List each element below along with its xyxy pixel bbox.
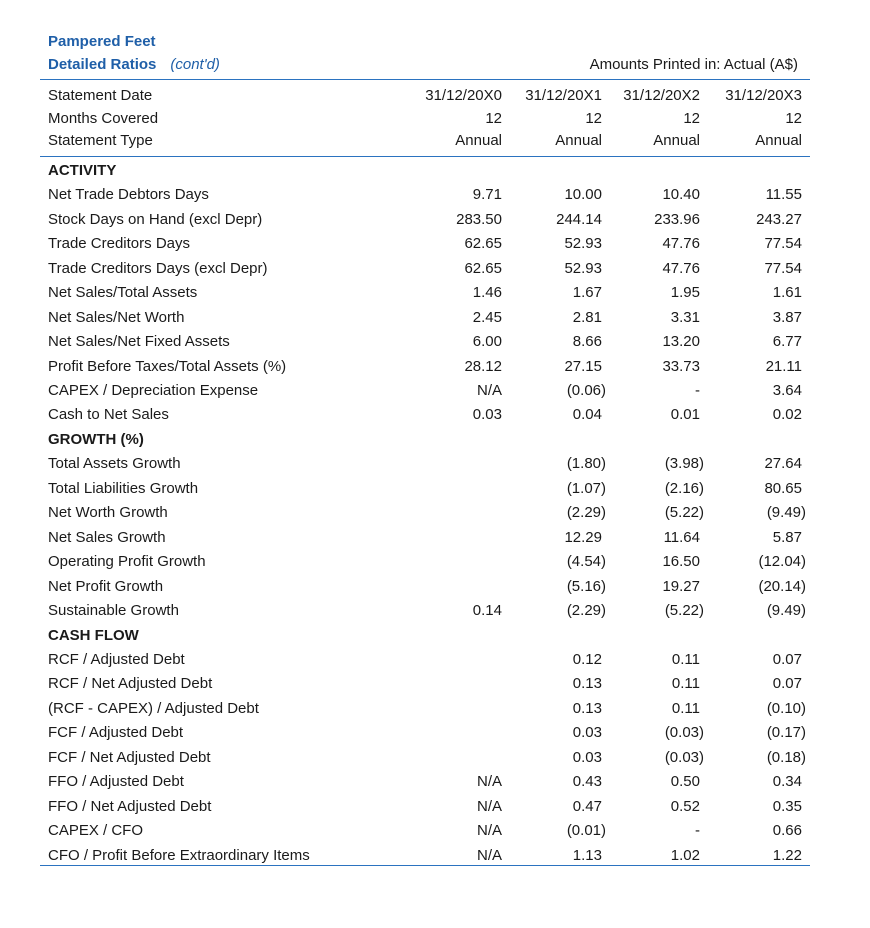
cell-value: Annual (455, 132, 502, 149)
cell-value: 0.13 (572, 700, 602, 717)
cell-value: 0.01 (670, 406, 700, 423)
report-title-text: Detailed Ratios (48, 56, 157, 73)
cell-value: (3.98) (664, 455, 704, 472)
cell-value: 0.11 (671, 651, 700, 668)
top-rule (40, 79, 810, 80)
row-label: Net Trade Debtors Days (48, 186, 209, 203)
row-label: Statement Date (48, 87, 153, 104)
cell-value: (20.14) (758, 578, 806, 595)
table-row (48, 675, 802, 699)
cell-value: 0.03 (572, 724, 602, 741)
section-header (48, 627, 802, 651)
row-label: CAPEX / Depreciation Expense (48, 382, 259, 399)
cell-value: 5.87 (772, 529, 802, 546)
cell-value: 0.11 (671, 675, 700, 692)
cell-value: 244.14 (556, 211, 602, 228)
cell-value: Annual (555, 132, 602, 149)
table-row (48, 602, 806, 626)
cell-value: 233.96 (654, 211, 700, 228)
row-label: (RCF - CAPEX) / Adjusted Debt (48, 700, 259, 717)
section-title: CASH FLOW (48, 627, 139, 644)
row-label: Profit Before Taxes/Total Assets (%) (48, 358, 287, 375)
cell-value: 243.27 (756, 211, 802, 228)
row-label: Net Sales/Net Worth (48, 309, 185, 326)
table-row (48, 651, 802, 675)
table-row (48, 284, 802, 308)
cell-value: 0.47 (572, 798, 602, 815)
cell-value: N/A (476, 382, 502, 399)
row-label: RCF / Net Adjusted Debt (48, 675, 213, 692)
cell-value: 13.20 (662, 333, 700, 350)
cell-value: 6.00 (472, 333, 502, 350)
cell-value: 283.50 (456, 211, 502, 228)
cell-value: 10.00 (564, 186, 602, 203)
cell-value: 9.71 (472, 186, 502, 203)
table-row (48, 724, 806, 748)
cell-value: 31/12/20X2 (623, 87, 700, 104)
cell-value: (0.10) (766, 700, 806, 717)
cell-value: 2.81 (572, 309, 602, 326)
company-name: Pampered Feet (48, 33, 156, 50)
row-label: FFO / Adjusted Debt (48, 773, 184, 790)
cell-value: 0.12 (572, 651, 602, 668)
table-row (48, 455, 802, 479)
table-row (48, 235, 802, 259)
cell-value: 3.87 (772, 309, 802, 326)
cell-value: 12 (683, 110, 700, 127)
cell-value: 0.52 (670, 798, 700, 815)
table-row (48, 406, 802, 430)
row-label: FCF / Net Adjusted Debt (48, 749, 211, 766)
section-header (48, 431, 802, 455)
cell-value: (0.03) (664, 724, 704, 741)
row-label: Total Liabilities Growth (48, 480, 199, 497)
cell-value: 2.45 (472, 309, 502, 326)
cell-value: 10.40 (662, 186, 700, 203)
table-row (48, 358, 802, 382)
cell-value: 6.77 (772, 333, 802, 350)
cell-value: - (695, 382, 700, 399)
table-row (48, 798, 802, 822)
row-label: CAPEX / CFO (48, 822, 144, 839)
table-row (48, 211, 802, 235)
cell-value: 31/12/20X1 (525, 87, 602, 104)
cell-value: 1.67 (572, 284, 602, 301)
table-row (48, 529, 802, 553)
cell-value: 27.64 (764, 455, 802, 472)
table-row (48, 578, 806, 602)
cell-value: 0.50 (670, 773, 700, 790)
cell-value: (2.16) (664, 480, 704, 497)
table-row (48, 480, 802, 504)
cell-value: (0.01) (566, 822, 606, 839)
table-row (48, 260, 802, 284)
cell-value: (9.49) (766, 602, 806, 619)
row-label: Trade Creditors Days (48, 235, 190, 252)
cell-value: 1.02 (670, 847, 700, 864)
table-row (48, 110, 802, 134)
cell-value: (0.03) (664, 749, 704, 766)
cell-value: (1.80) (566, 455, 606, 472)
cell-value: 80.65 (764, 480, 802, 497)
cell-value: 1.95 (670, 284, 700, 301)
cell-value: 19.27 (662, 578, 700, 595)
cell-value: Annual (755, 132, 802, 149)
cell-value: 12.29 (564, 529, 602, 546)
row-label: Total Assets Growth (48, 455, 181, 472)
table-row (48, 309, 802, 333)
row-label: Operating Profit Growth (48, 553, 206, 570)
cell-value: 0.66 (772, 822, 802, 839)
cell-value: 0.03 (472, 406, 502, 423)
section-header (48, 162, 802, 186)
cell-value: 8.66 (572, 333, 602, 350)
cell-value: 0.43 (572, 773, 602, 790)
cell-value: 77.54 (764, 260, 802, 277)
cell-value: 1.61 (772, 284, 802, 301)
table-row (48, 773, 802, 797)
report-title (48, 56, 220, 73)
cell-value: 1.22 (772, 847, 802, 864)
row-label: Months Covered (48, 110, 159, 127)
cell-value: (5.22) (664, 602, 704, 619)
cell-value: (12.04) (758, 553, 806, 570)
cell-value: 31/12/20X3 (725, 87, 802, 104)
cell-value: 16.50 (662, 553, 700, 570)
header-rule (40, 156, 810, 157)
cell-value: 33.73 (662, 358, 700, 375)
row-label: Statement Type (48, 132, 153, 149)
row-label: Net Worth Growth (48, 504, 168, 521)
table-row (48, 749, 806, 773)
row-label: Net Sales Growth (48, 529, 166, 546)
row-label: Net Profit Growth (48, 578, 164, 595)
table-row (48, 504, 806, 528)
table-row (48, 333, 802, 357)
table-row (48, 700, 806, 724)
row-label: Net Sales/Total Assets (48, 284, 198, 301)
cell-value: N/A (476, 822, 502, 839)
row-label: FFO / Net Adjusted Debt (48, 798, 212, 815)
cell-value: (1.07) (566, 480, 606, 497)
row-label: Trade Creditors Days (excl Depr) (48, 260, 268, 277)
section-title: GROWTH (%) (48, 431, 144, 448)
cell-value: 27.15 (564, 358, 602, 375)
cell-value: 12 (485, 110, 502, 127)
cell-value: 52.93 (564, 235, 602, 252)
cell-value: 11.55 (765, 186, 802, 203)
cell-value: 0.02 (772, 406, 802, 423)
cell-value: 0.03 (572, 749, 602, 766)
table-row (48, 87, 802, 111)
cell-value: 1.46 (472, 284, 502, 301)
cell-value: 1.13 (572, 847, 602, 864)
cell-value: 0.13 (572, 675, 602, 692)
cell-value: (0.18) (766, 749, 806, 766)
cell-value: 3.64 (772, 382, 802, 399)
table-row (48, 186, 802, 210)
amounts-note: Amounts Printed in: Actual (A$) (589, 56, 798, 73)
cell-value: N/A (476, 773, 502, 790)
cell-value: 47.76 (662, 235, 700, 252)
row-label: RCF / Adjusted Debt (48, 651, 185, 668)
row-label: FCF / Adjusted Debt (48, 724, 184, 741)
cell-value: 62.65 (464, 260, 502, 277)
cell-value: 0.04 (572, 406, 602, 423)
cell-value: 0.07 (772, 675, 802, 692)
table-row (48, 847, 802, 871)
cell-value: 47.76 (662, 260, 700, 277)
cell-value: 77.54 (764, 235, 802, 252)
row-label: Stock Days on Hand (excl Depr) (48, 211, 263, 228)
table-row (48, 822, 802, 846)
table-row (48, 553, 806, 577)
cell-value: (2.29) (566, 504, 606, 521)
cell-value: 3.31 (670, 309, 700, 326)
cell-value: (2.29) (566, 602, 606, 619)
cell-value: N/A (476, 847, 502, 864)
cell-value: 52.93 (564, 260, 602, 277)
cell-value: 0.11 (671, 700, 700, 717)
cell-value: (5.22) (664, 504, 704, 521)
cell-value: 0.14 (472, 602, 502, 619)
row-label: CFO / Profit Before Extraordinary Items (48, 847, 310, 864)
row-label: Cash to Net Sales (48, 406, 169, 423)
cell-value: 0.07 (772, 651, 802, 668)
row-label: Sustainable Growth (48, 602, 179, 619)
cell-value: 12 (585, 110, 602, 127)
table-row (48, 382, 802, 406)
cell-value: - (695, 822, 700, 839)
section-title: ACTIVITY (48, 162, 117, 179)
table-row (48, 132, 802, 156)
cell-value: (5.16) (566, 578, 606, 595)
cell-value: (4.54) (566, 553, 606, 570)
cont-label: (cont'd) (170, 56, 220, 73)
cell-value: (9.49) (766, 504, 806, 521)
cell-value: 12 (785, 110, 802, 127)
cell-value: 21.11 (765, 358, 802, 375)
cell-value: 0.34 (772, 773, 802, 790)
cell-value: Annual (653, 132, 700, 149)
cell-value: 11.64 (663, 529, 700, 546)
cell-value: (0.17) (766, 724, 806, 741)
cell-value: (0.06) (566, 382, 606, 399)
cell-value: N/A (476, 798, 502, 815)
row-label: Net Sales/Net Fixed Assets (48, 333, 230, 350)
cell-value: 62.65 (464, 235, 502, 252)
cell-value: 0.35 (772, 798, 802, 815)
cell-value: 28.12 (464, 358, 502, 375)
cell-value: 31/12/20X0 (425, 87, 502, 104)
